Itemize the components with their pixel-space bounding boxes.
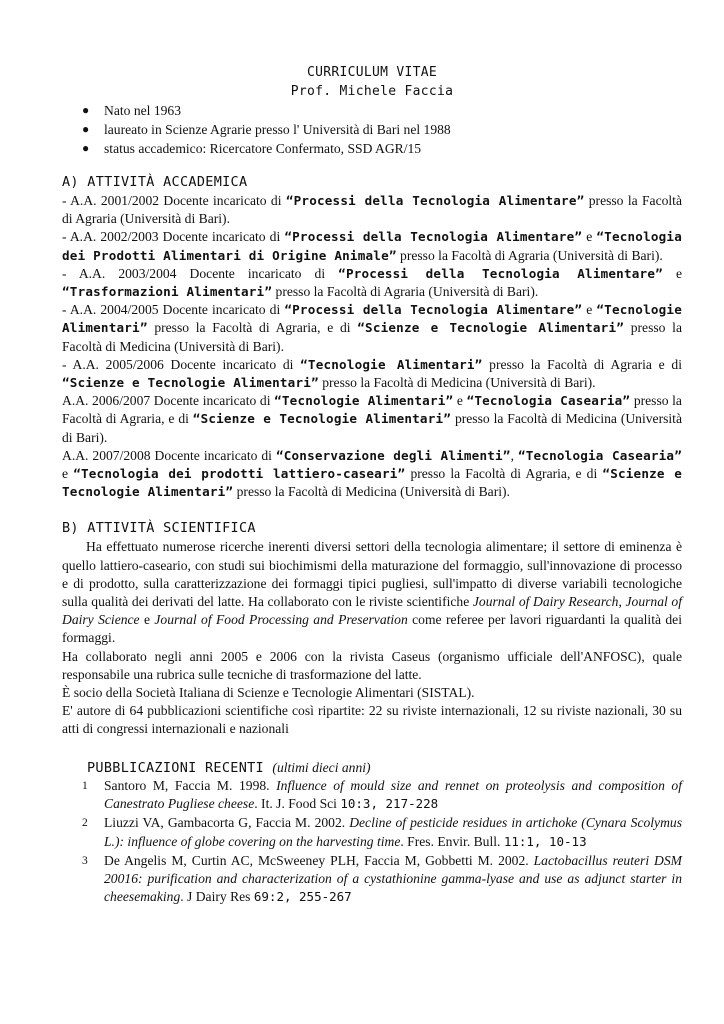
journal-name: Journal of Dairy Research (472, 594, 619, 610)
course-name: “Processi della Tecnologia Alimentare” (338, 265, 663, 281)
course-name: “Conservazione degli Alimenti” (275, 447, 511, 463)
publications-list (62, 777, 682, 906)
publication-authors: De Angelis M, Curtin AC, McSweeney PLH, Faccia M, Gobbetti M. (104, 852, 499, 868)
entry-text: presso la Facoltà di Agraria (Università di Bari). (396, 247, 663, 263)
entry-text: presso la Facoltà di Agraria, e di (405, 466, 603, 482)
paragraph-text: e (139, 612, 155, 628)
publication-source: . J Dairy Res (180, 889, 254, 905)
course-name: “Scienze e Tecnologie Alimentari” (357, 320, 625, 336)
publication-year: 1998. (238, 777, 277, 793)
list-item (62, 814, 682, 850)
personal-info-list (62, 101, 682, 158)
academic-entry (62, 392, 682, 447)
entry-text: presso la Facoltà di Agraria, e di (147, 320, 358, 336)
course-name: “Trasformazioni Alimentari” (62, 284, 273, 300)
academic-entry (62, 192, 682, 228)
course-name: “Processi della Tecnologia Alimentare” (284, 229, 583, 245)
journal-name: Journal of Dairy Science (62, 594, 682, 628)
list-item: ● status accademico: Ricercatore Confermato, SSD AGR/15 (62, 139, 682, 158)
course-name: “Processi della Tecnologia Alimentare” (285, 193, 585, 208)
entry-text: - A.A. 2005/2006 Docente incaricato di (62, 356, 301, 372)
course-name: “Tecnologie Alimentari” (62, 302, 682, 336)
publication-year: 2002. (498, 852, 534, 868)
entry-text: - A.A. 2002/2003 Docente incaricato di (62, 229, 285, 245)
entry-text: , (510, 447, 518, 463)
section-heading-scientific: B) ATTIVITÀ SCIENTIFICA (62, 520, 256, 537)
list-item (62, 852, 682, 907)
publication-authors: Liuzzi VA, Gambacorta G, Faccia M. (104, 815, 315, 831)
publication-title: Influence of mould size and rennet on proteolysis and composition of Canestrato Pugliese cheese (104, 777, 683, 812)
course-name: “Scienze e Tecnologie Alimentari” (62, 375, 319, 391)
course-name: “Tecnologia dei Prodotti Alimentari di Origine Animale” (62, 229, 682, 263)
scientific-paragraph: E' autore di 64 pubblicazioni scientifiche così ripartite: 22 su riviste internazionali, 12 su riviste nazionali, 30 su atti di congressi internazionali e nazionali (62, 703, 682, 737)
publication-source: . It. J. Food Sci (254, 796, 341, 812)
entry-text: - A.A. 2004/2005 Docente incaricato di (62, 302, 285, 318)
publication-volume: 10:3, 217-228 (340, 796, 439, 812)
publication-volume: 69:2, 255-267 (253, 889, 352, 905)
entry-text: presso la Facoltà di Medicina (Università di Bari). (62, 320, 682, 354)
scientific-paragraph: È socio della Società Italiana di Scienze e Tecnologie Alimentari (SISTAL). (62, 685, 475, 701)
publication-number: 3 (82, 854, 88, 867)
entry-text: presso la Facoltà di Medicina (Università di Bari). (233, 484, 510, 500)
course-name: “Tecnologie Alimentari” (274, 393, 454, 409)
entry-text: presso la Facoltà di Agraria e di (482, 356, 682, 372)
entry-text: e (582, 229, 597, 245)
entry-text: presso la Facoltà di Agraria (Università di Bari). (272, 284, 539, 300)
entry-text: A.A. 2007/2008 Docente incaricato di (62, 447, 276, 463)
publication-source: . Fres. Envir. Bull. (400, 833, 504, 849)
entry-text: e (453, 393, 467, 409)
scientific-paragraph: Ha collaborato negli anni 2005 e 2006 con la rivista Caseus (organismo ufficiale dell'ANFOSC), quale responsabile una rubrica sulle tecniche di trasformazione del latte. (62, 648, 682, 682)
course-name: “Tecnologie Alimentari” (300, 356, 483, 372)
publications-heading (87, 759, 682, 777)
publications-heading-text: PUBBLICAZIONI RECENTI (87, 759, 273, 776)
entry-text: e (662, 265, 682, 281)
publication-number: 2 (82, 817, 88, 830)
person-name: Prof. Michele Faccia (290, 84, 454, 99)
entry-text: presso la Facoltà di Agraria, e di (62, 393, 682, 427)
entry-text: presso la Facoltà di Medicina (Università di Bari). (62, 411, 682, 445)
section-heading-academic: A) ATTIVITÀ ACCADEMICA (62, 174, 248, 190)
journal-name: Journal of Food Processing and Preservation (154, 612, 408, 628)
entry-text: - A.A. 2001/2002 Docente incaricato di (62, 193, 286, 208)
entry-text: e (62, 466, 74, 482)
entry-text: A.A. 2006/2007 Docente incaricato di (62, 393, 275, 409)
course-name: “Tecnologia dei prodotti lattiero-caseari” (73, 466, 406, 482)
list-item: ● Nato nel 1963 (62, 101, 682, 120)
publication-authors: Santoro M, Faccia M. (104, 777, 239, 793)
publication-title: Decline of pesticide residues in artichoke (Cynara Scolymus L.): influence of globe covering on the harvesting time (104, 815, 682, 849)
course-name: “Processi della Tecnologia Alimentare” (284, 302, 583, 318)
academic-entry (62, 356, 682, 392)
list-item: ● laureato in Scienze Agrarie presso l' Università di Bari nel 1988 (62, 120, 682, 139)
list-item (62, 777, 682, 813)
publication-year: 2002. (314, 815, 350, 831)
publications-subheading: (ultimi dieci anni) (272, 759, 371, 775)
document-title: CURRICULUM VITAE (306, 65, 438, 80)
course-name: “Scienze e Tecnologie Alimentari” (62, 466, 682, 500)
publication-title: Lactobacillus reuteri DSM 20016: purification and characterization of a cystathionine gamma-lyase and use as adjunct starter in cheesemaking (104, 852, 682, 905)
paragraph-text: come referee per lavori riguardanti la qualità dei formaggi. (62, 612, 682, 646)
academic-entry (62, 301, 682, 356)
publication-number: 1 (82, 779, 88, 792)
academic-entry (62, 265, 682, 301)
paragraph-text: Ha effettuato numerose ricerche inerenti diversi settori della tecnologia alimentare; il settore di eminenza è quello lattiero-caseario, con studi sui biochimismi della maturazione del formaggio, sull'innovazione di processo e di prodotto, sulla caratterizzazione dei formaggi tipici pugliesi, sull'impatto di diverse variabili tecnologiche sulla qualità dei derivati del latte. Ha collaborato con le riviste scientifiche (62, 539, 682, 610)
entry-text: presso la Facoltà di Agraria (Università di Bari). (62, 193, 682, 227)
scientific-paragraph (62, 538, 682, 647)
publication-volume: 11:1, 10-13 (503, 833, 587, 849)
course-name: “Tecnologia Casearia” (466, 393, 631, 409)
paragraph-text: , (618, 594, 626, 610)
academic-entry (62, 228, 682, 264)
academic-entry (62, 447, 682, 502)
entry-text: presso la Facoltà di Medicina (Università di Bari). (318, 375, 596, 391)
cv-page (62, 63, 682, 907)
entry-text: - A.A. 2003/2004 Docente incaricato di (62, 265, 339, 281)
course-name: “Scienze e Tecnologie Alimentari” (192, 411, 452, 427)
entry-text: e (582, 302, 597, 318)
course-name: “Tecnologia Casearia” (517, 447, 682, 463)
